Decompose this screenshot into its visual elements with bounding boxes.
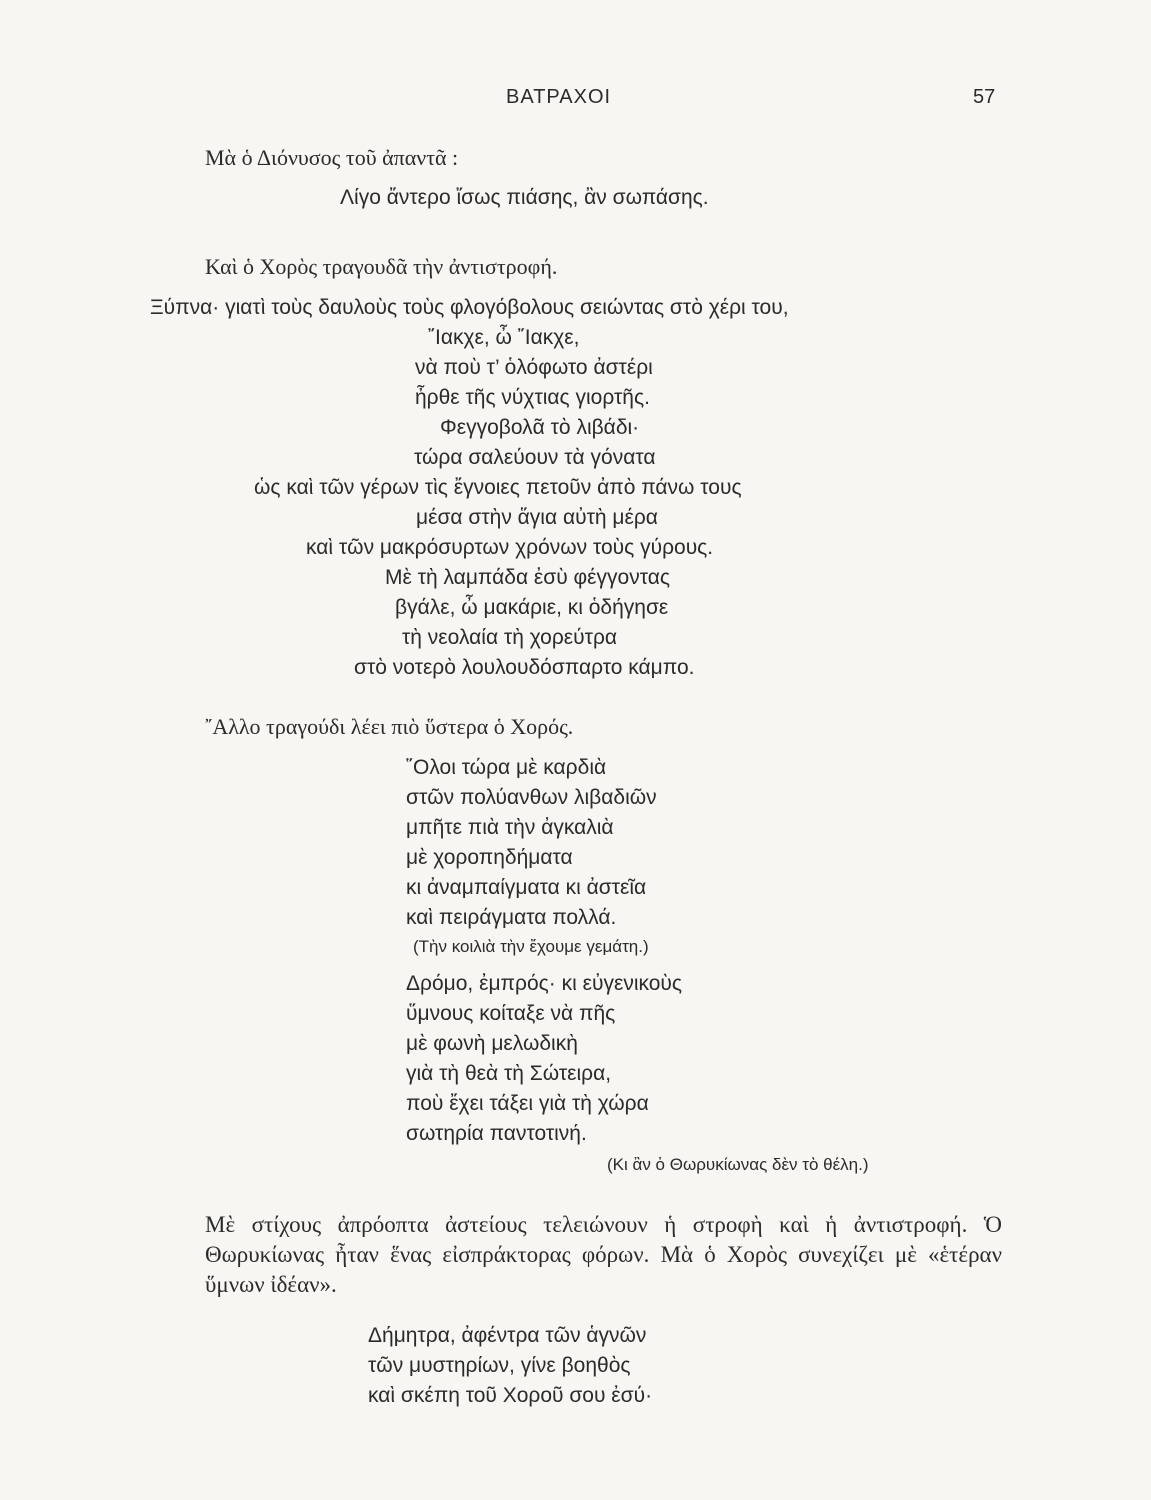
- verse-line: Δρόμο, ἐμπρός· κι εὐγενικοὺς: [406, 972, 683, 995]
- verse-line: ποὺ ἔχει τάξει γιὰ τὴ χώρα: [406, 1092, 649, 1115]
- verse-line: κι ἀναμπαίγματα κι ἀστεῖα: [406, 876, 647, 899]
- aside-note: (Τὴν κοιλιὰ τὴν ἔχουμε γεμάτη.): [413, 937, 649, 956]
- verse-line: Φεγγοβολᾶ τὸ λιβάδι·: [440, 416, 640, 439]
- verse-line: τὴ νεολαία τὴ χορεύτρα: [402, 626, 618, 649]
- verse-line: Δήμητρα, ἀφέντρα τῶν ἁγνῶν: [368, 1324, 647, 1347]
- verse-line: ὕμνους κοίταξε νὰ πῆς: [406, 1002, 616, 1025]
- verse-line: Μὲ τὴ λαμπάδα ἐσὺ φέγγοντας: [385, 566, 670, 589]
- intro-line: Μὰ ὁ Διόνυσος τοῦ ἀπαντᾶ :: [205, 145, 459, 170]
- page-number: 57: [973, 86, 996, 108]
- verse-line: στὸ νοτερὸ λουλουδόσπαρτο κάμπο.: [354, 656, 695, 679]
- verse-line: ὡς καὶ τῶν γέρων τὶς ἔγνοιες πετοῦν ἀπὸ πάνω τους: [254, 476, 742, 499]
- reply-line: Λίγο ἄντερο ἴσως πιάσης, ἂν σωπάσης.: [340, 186, 709, 209]
- verse-line: καὶ τῶν μακρόσυρτων χρόνων τοὺς γύρους.: [306, 536, 714, 559]
- verse-line: μὲ χοροπηδήματα: [406, 846, 573, 869]
- aside-note: (Κι ἂν ὁ Θωρυκίωνας δὲν τὸ θέλη.): [607, 1155, 869, 1174]
- prose-paragraph: Μὲ στίχους ἀπρόοπτα ἀστείους τελειώνουν ἡ στροφὴ καὶ ἡ ἀντιστροφή. Ὁ Θωρυκίωνας ἦταν ἕνας εἰσπράκτορας φόρων. Μὰ ὁ Χορὸς συνεχίζει μὲ «ἑτέραν ὕμνων ἰδέαν».: [205, 1212, 1002, 1297]
- verse-line: ἦρθε τῆς νύχτιας γιορτῆς.: [415, 386, 650, 409]
- verse-line: Ξύπνα· γιατὶ τοὺς δαυλοὺς τοὺς φλογόβολους σειώντας στὸ χέρι του,: [150, 296, 789, 319]
- verse-line: τώρα σαλεύουν τὰ γόνατα: [414, 446, 656, 469]
- verse-line: καὶ πειράγματα πολλά.: [406, 906, 617, 929]
- verse-line: βγάλε, ὦ μακάριε, κι ὁδήγησε: [395, 596, 669, 619]
- running-header: ΒΑΤΡΑΧΟΙ: [506, 86, 612, 108]
- verse-line: νὰ ποὺ τ’ ὁλόφωτο ἀστέρι: [415, 356, 653, 379]
- verse-line: καὶ σκέπη τοῦ Χοροῦ σου ἐσύ·: [368, 1384, 653, 1407]
- verse-line: τῶν μυστηρίων, γίνε βοηθὸς: [368, 1354, 631, 1377]
- verse-line: στῶν πολύανθων λιβαδιῶν: [406, 786, 657, 809]
- verse-line: ῎Ιακχε, ὦ ῎Ιακχε,: [428, 326, 580, 349]
- verse-line: μπῆτε πιὰ τὴν ἀγκαλιὰ: [406, 816, 614, 839]
- verse-line: γιὰ τὴ θεὰ τὴ Σώτειρα,: [406, 1062, 612, 1085]
- verse-line: μὲ φωνὴ μελωδικὴ: [406, 1032, 578, 1055]
- intro-line: ῎Αλλο τραγούδι λέει πιὸ ὕστερα ὁ Χορός.: [205, 714, 574, 739]
- verse-line: ῞Ολοι τώρα μὲ καρδιὰ: [406, 756, 607, 779]
- verse-line: σωτηρία παντοτινή.: [406, 1122, 587, 1145]
- verse-line: μέσα στὴν ἅγια αὐτὴ μέρα: [416, 506, 658, 529]
- intro-line: Καὶ ὁ Χορὸς τραγουδᾶ τὴν ἀντιστροφή.: [205, 254, 558, 279]
